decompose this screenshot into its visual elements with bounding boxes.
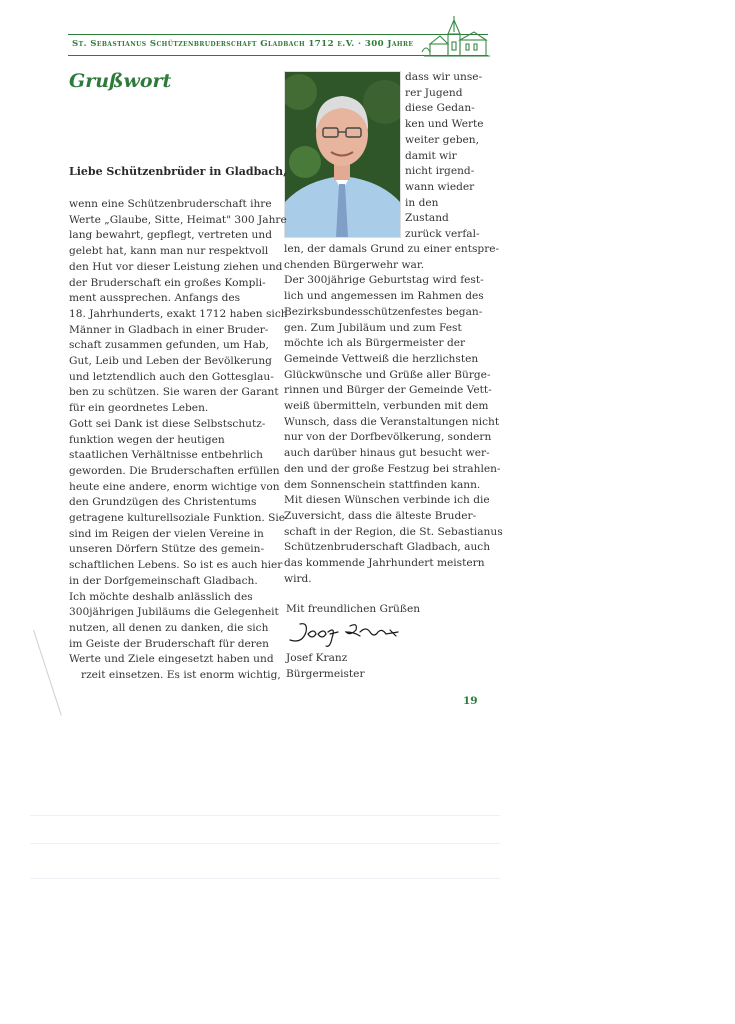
text-line: funktion wegen der heutigen: [69, 433, 225, 446]
text-line: Der 300jährige Geburtstag wird fest-: [284, 274, 484, 287]
text-line: dass wir unse-: [405, 71, 483, 83]
text-line: heute eine andere, enorm wichtige von: [69, 480, 280, 493]
text-line: 18. Jahrhunderts, exakt 1712 haben sich: [69, 307, 288, 320]
text-line: den und der große Festzug bei strahlen-: [284, 462, 501, 475]
text-line: 300jährigen Jubiläums die Gelegenheit: [69, 606, 279, 619]
page-title: Grußwort: [69, 70, 172, 92]
text-line: zurück verfal-: [405, 228, 480, 241]
text-line: ben zu schützen. Sie waren der Garant: [69, 386, 279, 399]
text-line: der Bruderschaft ein großes Kompli-: [69, 276, 266, 289]
text-line: das kommende Jahrhundert meistern: [284, 557, 485, 570]
text-line: Gott sei Dank ist diese Selbstschutz-: [69, 417, 266, 430]
text-line: Schützenbruderschaft Gladbach, auch: [284, 541, 491, 554]
text-line: lang bewahrt, gepflegt, vertreten und: [69, 229, 272, 242]
text-line: unseren Dörfern Stütze des gemein-: [69, 543, 265, 556]
text-line: für ein geordnetes Leben.: [69, 402, 209, 415]
letter-column-1: [69, 197, 288, 684]
text-line: den Grundzügen des Christentums: [69, 496, 257, 509]
text-line: schaftlichen Lebens. So ist es auch hier: [69, 559, 283, 572]
closing-greeting: Mit freundlichen Grüßen: [286, 603, 421, 615]
text-line: damit wir: [405, 149, 457, 162]
text-line: sind im Reigen der vielen Vereine in: [69, 527, 264, 540]
text-line: rer Jugend: [405, 86, 463, 99]
scan-artifact-line: [30, 815, 500, 816]
church-logo-icon: [420, 14, 490, 62]
text-line: Ich möchte deshalb anlässlich des: [69, 590, 253, 603]
text-line: geworden. Die Bruderschaften erfüllen: [69, 464, 280, 477]
text-line: in der Dorfgemeinschaft Gladbach.: [69, 574, 258, 587]
text-line: diese Gedan-: [405, 102, 475, 115]
text-line: gen. Zum Jubiläum und zum Fest: [284, 321, 462, 334]
text-line: Wunsch, dass die Veranstaltungen nicht: [284, 415, 500, 428]
signer-block: [286, 651, 365, 682]
text-line: ken und Werte: [405, 118, 484, 131]
text-line: len, der damals Grund zu einer entspre-: [284, 243, 500, 255]
text-line: Zuversicht, dass die älteste Bruder-: [284, 509, 477, 522]
header-title: St. Sebastianus Schützenbruderschaft Gladbach 1712 e.V. · 300 Jahre: [72, 39, 414, 49]
text-line: ment aussprechen. Anfangs des: [69, 292, 241, 305]
signer-role: Bürgermeister: [286, 667, 365, 680]
portrait-photo: [284, 71, 401, 238]
text-line: nur von der Dorfbevölkerung, sondern: [284, 431, 492, 444]
text-line: weiß übermitteln, verbunden mit dem: [284, 400, 489, 413]
text-line: Glückwünsche und Grüße aller Bürge-: [284, 368, 491, 381]
text-line: chenden Bürgerwehr war.: [284, 258, 425, 271]
text-line: wann wieder: [405, 180, 475, 193]
signer-name: Josef Kranz: [286, 652, 348, 664]
letter-column-2: [284, 242, 503, 587]
text-line: Gemeinde Vettweiß die herzlichsten: [284, 352, 479, 365]
text-line: staatlichen Verhältnisse entbehrlich: [69, 449, 263, 462]
text-line: auch darüber hinaus gut besucht wer-: [284, 447, 490, 460]
scan-artifact-line: [30, 878, 500, 879]
text-line: den Hut vor dieser Leistung ziehen und: [69, 260, 283, 273]
text-line: in den: [405, 196, 439, 209]
text-line: dem Sonnenschein stattfinden kann.: [284, 478, 481, 491]
text-line: Werte und Ziele eingesetzt haben und: [69, 653, 274, 666]
text-line: wird.: [284, 572, 312, 585]
text-line: Zustand: [405, 212, 449, 225]
page-number: 19: [463, 695, 478, 707]
text-line: Werte „Glaube, Sitte, Heimat" 300 Jahre: [69, 213, 287, 226]
text-line: schaft zusammen gefunden, um Hab,: [69, 339, 269, 352]
scan-edge-line: [33, 630, 62, 716]
letter-column-2-beside-photo: [405, 70, 484, 243]
text-line: im Geiste der Bruderschaft für deren: [69, 637, 269, 650]
text-line: und letztendlich auch den Gottesglau-: [69, 370, 274, 383]
text-line: Gut, Leib und Leben der Bevölkerung: [69, 355, 272, 368]
text-line: weiter geben,: [405, 133, 479, 146]
text-line: nutzen, all denen zu danken, die sich: [69, 621, 269, 634]
salutation: Liebe Schützenbrüder in Gladbach,: [69, 165, 287, 178]
text-line: gelebt hat, kann man nur respektvoll: [69, 245, 269, 258]
text-line: Männer in Gladbach in einer Bruder-: [69, 323, 269, 336]
text-line: wenn eine Schützenbruderschaft ihre: [69, 198, 272, 210]
scan-artifact-line: [30, 843, 500, 844]
text-line: schaft in der Region, die St. Sebastianus: [284, 525, 503, 538]
handwritten-signature: [286, 618, 416, 654]
text-line: nicht irgend-: [405, 165, 475, 178]
text-line: rinnen und Bürger der Gemeinde Vett-: [284, 384, 492, 397]
text-line: rzeit einsetzen. Es ist enorm wichtig,: [81, 669, 281, 682]
text-line: Bezirksbundesschützenfestes began-: [284, 305, 483, 318]
text-line: getragene kulturellsoziale Funktion. Sie: [69, 512, 286, 525]
text-line: lich und angemessen im Rahmen des: [284, 290, 484, 303]
text-line: möchte ich als Bürgermeister der: [284, 337, 466, 350]
text-line: Mit diesen Wünschen verbinde ich die: [284, 494, 490, 507]
